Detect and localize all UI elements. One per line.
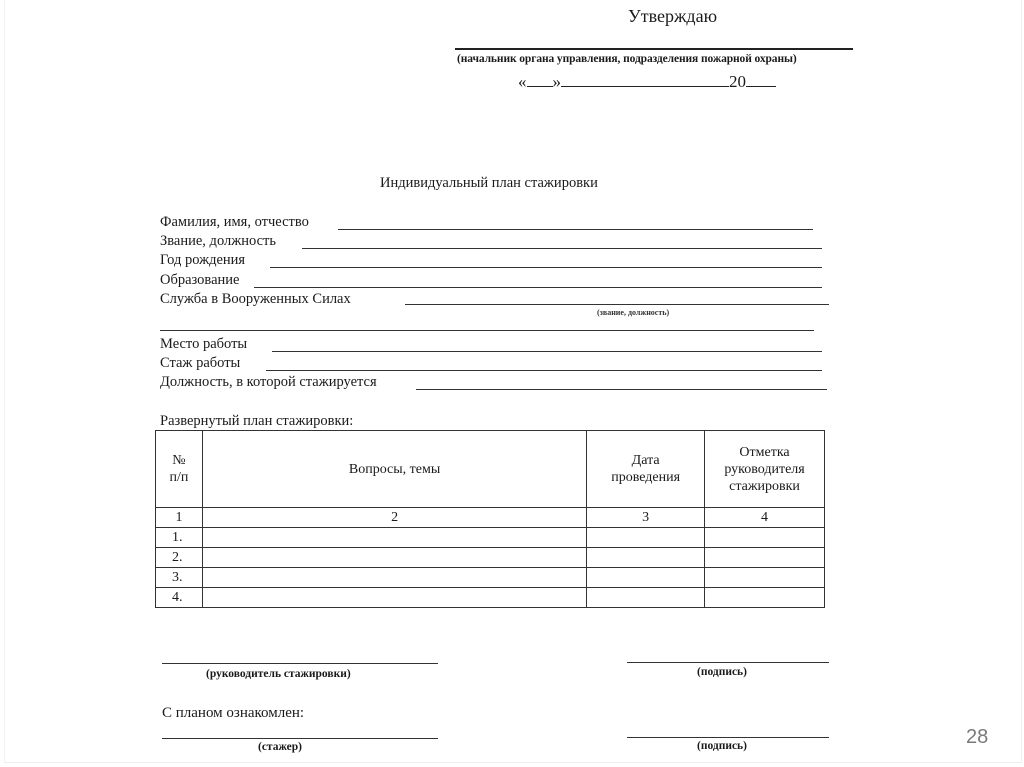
column-number-row — [156, 508, 825, 528]
field-full-name-line[interactable] — [338, 229, 813, 230]
table-row — [156, 568, 825, 588]
field-military-service-label: Служба в Вооруженных Силах — [160, 291, 351, 307]
row-topic-cell[interactable] — [202, 528, 586, 548]
trainee-caption: (стажер) — [258, 741, 302, 753]
month-blank[interactable] — [561, 72, 729, 87]
row-number: 4. — [156, 588, 203, 608]
row-topic-cell[interactable] — [202, 588, 586, 608]
field-trainee-position-label: Должность, в которой стажируется — [160, 374, 377, 390]
field-birth-year-line[interactable] — [270, 267, 822, 268]
plan-table-header — [156, 431, 825, 508]
row-mark-cell[interactable] — [705, 588, 825, 608]
field-education-line[interactable] — [254, 287, 822, 288]
approval-signature-line — [455, 48, 853, 50]
header-mark-line-1: Отметка — [739, 444, 790, 460]
day-blank[interactable] — [527, 72, 553, 87]
header-supervisor-mark — [705, 431, 825, 508]
date-close-quote: » — [552, 72, 561, 91]
trainee-signature-line[interactable] — [627, 737, 829, 738]
field-work-experience-line[interactable] — [266, 370, 822, 371]
row-mark-cell[interactable] — [705, 528, 825, 548]
row-date-cell[interactable] — [587, 568, 705, 588]
military-service-sub-caption: (звание, должность) — [597, 308, 670, 317]
header-number-line-2: п/п — [169, 470, 189, 485]
supervisor-name-line[interactable] — [162, 663, 438, 664]
field-workplace-label: Место работы — [160, 336, 248, 352]
row-date-cell[interactable] — [587, 548, 705, 568]
row-date-cell[interactable] — [587, 588, 705, 608]
row-topic-cell[interactable] — [202, 548, 586, 568]
header-mark-line-3: стажировки — [729, 478, 800, 494]
field-rank-position-line[interactable] — [302, 248, 822, 249]
slide-frame — [4, 0, 1022, 763]
approval-caption: (начальник органа управления, подразделения пожарной охраны) — [457, 53, 797, 65]
plan-table — [155, 430, 825, 608]
field-birth-year-label: Год рождения — [160, 252, 246, 268]
field-military-service-line[interactable] — [405, 304, 829, 305]
header-date — [587, 431, 705, 508]
trainee-signature-caption: (подпись) — [697, 740, 747, 752]
field-education-label: Образование — [160, 272, 240, 288]
table-row — [156, 548, 825, 568]
date-open-quote: « — [518, 72, 527, 91]
field-military-service-line-2[interactable] — [160, 330, 814, 331]
column-number: 1 — [156, 508, 203, 528]
header-topics-line-1: Вопросы, темы — [348, 461, 441, 477]
table-row — [156, 528, 825, 548]
page-number: 28 — [966, 726, 989, 748]
row-mark-cell[interactable] — [705, 568, 825, 588]
field-work-experience-label: Стаж работы — [160, 355, 241, 371]
header-date-line-1: Дата — [631, 453, 660, 468]
row-number: 3. — [156, 568, 203, 588]
document-title: Индивидуальный план стажировки — [380, 175, 598, 191]
supervisor-signature-line[interactable] — [627, 662, 829, 663]
row-topic-cell[interactable] — [202, 568, 586, 588]
supervisor-signature-caption: (подпись) — [697, 666, 747, 678]
plan-label: Развернутый план стажировки: — [160, 413, 354, 429]
year-prefix: 20 — [729, 72, 746, 91]
row-date-cell[interactable] — [587, 528, 705, 548]
trainee-name-line[interactable] — [162, 738, 438, 739]
row-number: 1. — [156, 528, 203, 548]
field-workplace-line[interactable] — [272, 351, 822, 352]
header-mark-line-2: руководителя — [724, 461, 805, 477]
acknowledged-label: С планом ознакомлен: — [162, 705, 305, 721]
field-trainee-position-line[interactable] — [416, 389, 827, 390]
header-topics — [202, 431, 586, 508]
header-number-line-1: № — [172, 453, 186, 468]
supervisor-caption: (руководитель стажировки) — [206, 668, 351, 680]
field-rank-position-label: Звание, должность — [160, 233, 277, 249]
row-number: 2. — [156, 548, 203, 568]
column-number: 3 — [587, 508, 705, 528]
approval-title: Утверждаю — [628, 6, 718, 26]
column-number: 2 — [202, 508, 586, 528]
column-number: 4 — [705, 508, 825, 528]
header-date-line-2: проведения — [611, 470, 681, 485]
approval-date — [518, 72, 776, 92]
field-full-name-label: Фамилия, имя, отчество — [160, 214, 309, 230]
year-blank[interactable] — [746, 72, 776, 87]
row-mark-cell[interactable] — [705, 548, 825, 568]
table-row — [156, 588, 825, 608]
header-number — [156, 431, 203, 508]
